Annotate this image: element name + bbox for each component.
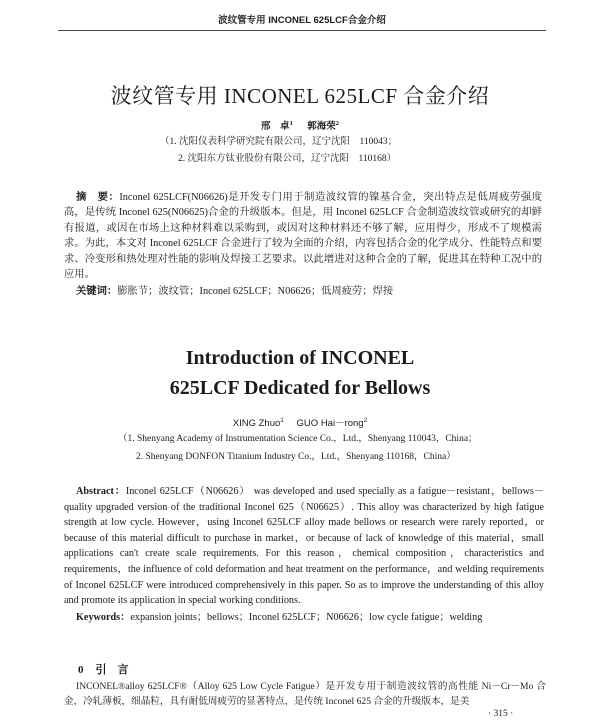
section-number: 0 xyxy=(78,664,84,676)
keywords-english xyxy=(76,610,544,625)
author-name: 郭海荣 xyxy=(307,122,336,132)
affiliation-chinese-1: （1. 沈阳仪表科学研究院有限公司，辽宁沈阳 110043； xyxy=(160,137,398,147)
abstract-block-english xyxy=(64,484,544,625)
abstract-chinese xyxy=(64,190,542,282)
keywords-chinese xyxy=(76,284,542,299)
author xyxy=(233,418,284,429)
running-header: 波纹管专用 INCONEL 625LCF合金介绍 xyxy=(58,12,546,31)
title-english-line-1: Introduction of INCONEL xyxy=(185,347,415,369)
author-name: XING Zhuo xyxy=(232,418,281,429)
author xyxy=(261,119,293,132)
affiliation-english-2: 2. Shenyang DONFON Titanium Industry Co.，Ltd.，Shenyang 110168，China） xyxy=(136,452,456,462)
keywords-text-english: expansion joints；bellows；Inconel 625LCF；N06626；low cycle fatigue；welding xyxy=(130,611,483,623)
author-affiliation-mark: 2 xyxy=(363,416,368,424)
title-english-line-2: 625LCF Dedicated for Bellows xyxy=(169,377,431,399)
authors-english xyxy=(0,415,600,429)
title-english xyxy=(0,343,600,403)
abstract-label-english: Abstract： xyxy=(76,486,126,497)
page-number: · 315 · xyxy=(488,709,514,719)
body-paragraph: INCONEL®alloy 625LCF®（Alloy 625 Low Cycle Fatigue）是开发专用于制造波纹管的高性能 Ni－Cr－Mo 合金，冷轧薄板，细晶粒，具有耐低周疲劳的显著特点，是传统 Inconel 625 合金的升级版本，是美 xyxy=(64,681,546,707)
author xyxy=(307,119,339,132)
abstract-english xyxy=(64,484,544,609)
author-name: GUO Hai－rong xyxy=(296,418,364,429)
keywords-text-chinese: 膨胀节；波纹管；Inconel 625LCF；N06626；低周疲劳；焊接 xyxy=(117,286,394,298)
title-chinese: 波纹管专用 INCONEL 625LCF 合金介绍 xyxy=(110,84,490,108)
affiliation-chinese-2: 2. 沈阳东方钛业股份有限公司，辽宁沈阳 110168） xyxy=(178,154,397,164)
author-affiliation-mark: 1 xyxy=(289,119,293,127)
author-affiliation-mark: 1 xyxy=(280,416,284,424)
abstract-block-chinese xyxy=(64,190,542,299)
affiliation-english-1: （1. Shenyang Academy of Instrumentation Science Co.，Ltd.，Shenyang 110043，China； xyxy=(118,434,478,444)
author xyxy=(297,418,368,429)
keywords-label-english: Keywords： xyxy=(76,611,131,623)
section-title: 引 言 xyxy=(95,664,129,676)
authors-chinese xyxy=(0,118,600,132)
abstract-label-chinese: 摘 要： xyxy=(76,192,120,203)
section-heading xyxy=(78,661,141,677)
author-affiliation-mark: 2 xyxy=(335,119,339,127)
author-name: 邢 卓 xyxy=(261,122,290,132)
abstract-text-english: Inconel 625LCF（N06626） was developed and used specially as a fatigue－resistant，bellows－quality upgraded version of the traditional Inconel 625（N06625）. This alloy was characterized by high fatigue strength at low cycle. However，using Inconel 625LCF alloy made bellows or research were rarely reported，or because of this material difficult to purchase in market，or because of lack of knowledge of this material，small applications can't create scale requirements. For this reason，chemical composition，characteristics and requirements，the influence of cold deformation and heat treatment on the performance，and welding requirements of Inconel 625LCF were introduced comprehensively in this paper. So as to improve the understanding of this alloy and promote its application in special working conditions. xyxy=(64,486,544,607)
abstract-text-chinese: Inconel 625LCF(N06626)是开发专门用于制造波纹管的镍基合金，突出特点是低周疲劳强度高，是传统 Inconel 625(N06625)合金的升级版本。但是，用 Inconel 625LCF 合金制造波纹管或研究的却鲜有报道，或因在市场上这种材料难以采购到，或因对这种材料还不够了解，应用得少，形成不了规模需求。为此，本文对 Inconel 625LCF 合金进行了较为全面的介绍，内容包括合金的化学成分、性能特点和要求、冷变形和热处理对性能的影响及焊接工艺要求。以此增进对这种合金的了解，促进其在特种工况中的应用。 xyxy=(64,192,542,281)
keywords-label-chinese: 关键词： xyxy=(76,286,118,298)
